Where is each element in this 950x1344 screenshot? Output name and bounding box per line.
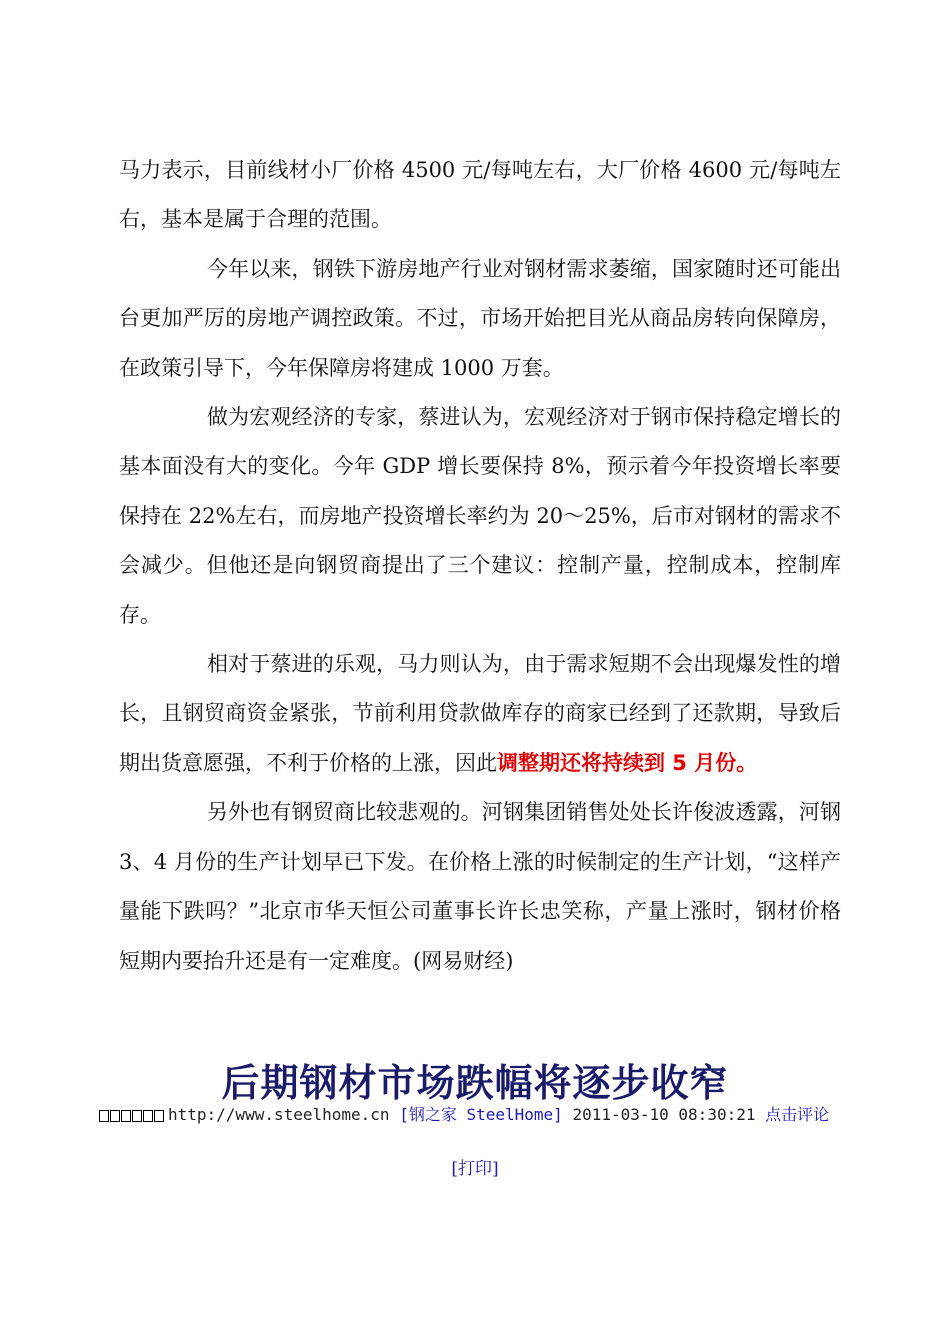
paragraph-2-text: 今年以来，钢铁下游房地产行业对钢材需求萎缩，国家随时还可能出台更加严厉的房地产调控政策。不过，市场开始把目光从商品房转向保障房，在政策引导下，今年保障房将建成 1000 万套。 <box>119 256 841 380</box>
source-url: http://www.steelhome.cn <box>168 1105 390 1124</box>
paragraph-5-text: 另外也有钢贸商比较悲观的。河钢集团销售处处长许俊波透露，河钢 3、4 月份的生产计划早已下发。在价格上涨的时候制定的生产计划，“这样产量能下跌吗？”北京市华天恒公司董事长许长忠笑称，产量上涨时，钢材价格短期内要抬升还是有一定难度。(网易财经) <box>119 800 841 973</box>
comment-link[interactable]: 点击评论 <box>765 1105 830 1124</box>
box-icon <box>143 1110 153 1122</box>
missing-glyph-boxes-icon <box>99 1105 165 1129</box>
paragraph-5 <box>119 788 841 986</box>
publish-datetime: 2011-03-10 08:30:21 <box>572 1105 756 1124</box>
paragraph-4-text: 相对于蔡进的乐观，马力则认为，由于需求短期不会出现爆发性的增长，且钢贸商资金紧张，节前利用贷款做库存的商家已经到了还款期，导致后期出货意愿强，不利于价格的上涨，因此 <box>119 652 841 775</box>
article-headline: 后期钢材市场跌幅将逐步收窄 <box>221 1061 729 1105</box>
paragraph-4 <box>119 640 841 788</box>
paragraph-2 <box>119 245 841 393</box>
paragraph-3-text: 做为宏观经济的专家，蔡进认为，宏观经济对于钢市保持稳定增长的基本面没有大的变化。今年 GDP 增长要保持 8%，预示着今年投资增长率要保持在 22%左右，而房地产投资增长率约为 20～25%，后市对钢材的需求不会减少。但他还是向钢贸商提出了三个建议：控制产量，控制成本，控制库存。 <box>119 405 841 627</box>
box-icon <box>154 1110 164 1122</box>
box-icon <box>99 1110 109 1122</box>
box-icon <box>110 1110 120 1122</box>
box-icon <box>121 1110 131 1122</box>
highlighted-conclusion: 调整期还将持续到 5 月份。 <box>497 750 758 775</box>
paragraph-3 <box>119 393 841 640</box>
print-link[interactable]: [打印] <box>451 1159 499 1179</box>
article-meta-line <box>99 1103 899 1129</box>
source-link[interactable]: [钢之家 SteelHome] <box>399 1105 563 1124</box>
article-body <box>119 146 841 986</box>
box-icon <box>132 1110 142 1122</box>
paragraph-1-text: 马力表示，目前线材小厂价格 4500 元/每吨左右，大厂价格 4600 元/每吨左右，基本是属于合理的范围。 <box>119 158 841 232</box>
paragraph-1 <box>119 146 841 245</box>
